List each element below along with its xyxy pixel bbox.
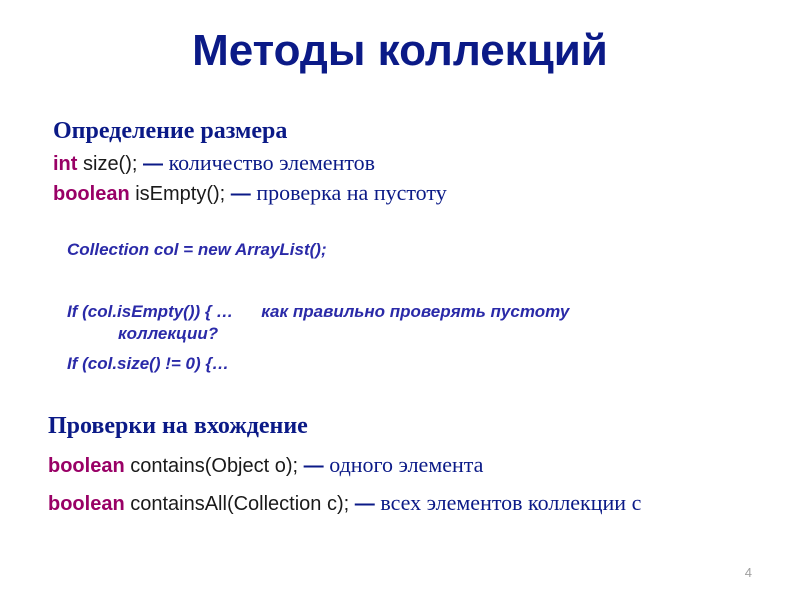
method-return-type: boolean xyxy=(48,493,125,515)
contains-section-heading: Проверки на вхождение xyxy=(48,413,308,439)
example-size-line: If (col.size() != 0) {… xyxy=(67,354,229,373)
example-isempty-line xyxy=(67,302,569,322)
dash-separator: — xyxy=(298,455,330,477)
page-title: Методы коллекций xyxy=(192,26,608,75)
page-number: 4 xyxy=(744,565,752,580)
isempty-method-line xyxy=(53,180,447,206)
method-signature: isEmpty(); xyxy=(129,183,226,205)
containsall-method-line xyxy=(48,490,641,516)
method-signature: containsAll(Collection c); xyxy=(124,493,350,515)
method-description: проверка на пустоту xyxy=(256,180,447,205)
example-declaration: Collection col = new ArrayList(); xyxy=(67,240,327,259)
method-description: одного элемента xyxy=(329,452,484,477)
size-section-heading: Определение размера xyxy=(53,118,288,144)
method-signature: contains(Object o); xyxy=(124,455,299,477)
method-return-type: int xyxy=(53,153,78,175)
size-method-line xyxy=(53,150,375,176)
method-return-type: boolean xyxy=(53,183,130,205)
example-comment-continuation: коллекции? xyxy=(118,324,219,343)
dash-separator: — xyxy=(137,153,169,175)
dash-separator: — xyxy=(349,493,381,515)
method-description: всех элементов коллекции с xyxy=(380,490,642,515)
example-isempty-code: If (col.isEmpty()) { … xyxy=(67,302,234,321)
method-return-type: boolean xyxy=(48,455,125,477)
method-description: количество элементов xyxy=(168,150,376,175)
example-comment: как правильно проверять пустоту xyxy=(261,302,570,321)
dash-separator: — xyxy=(225,183,257,205)
method-signature: size(); xyxy=(77,153,138,175)
contains-method-line xyxy=(48,452,483,478)
